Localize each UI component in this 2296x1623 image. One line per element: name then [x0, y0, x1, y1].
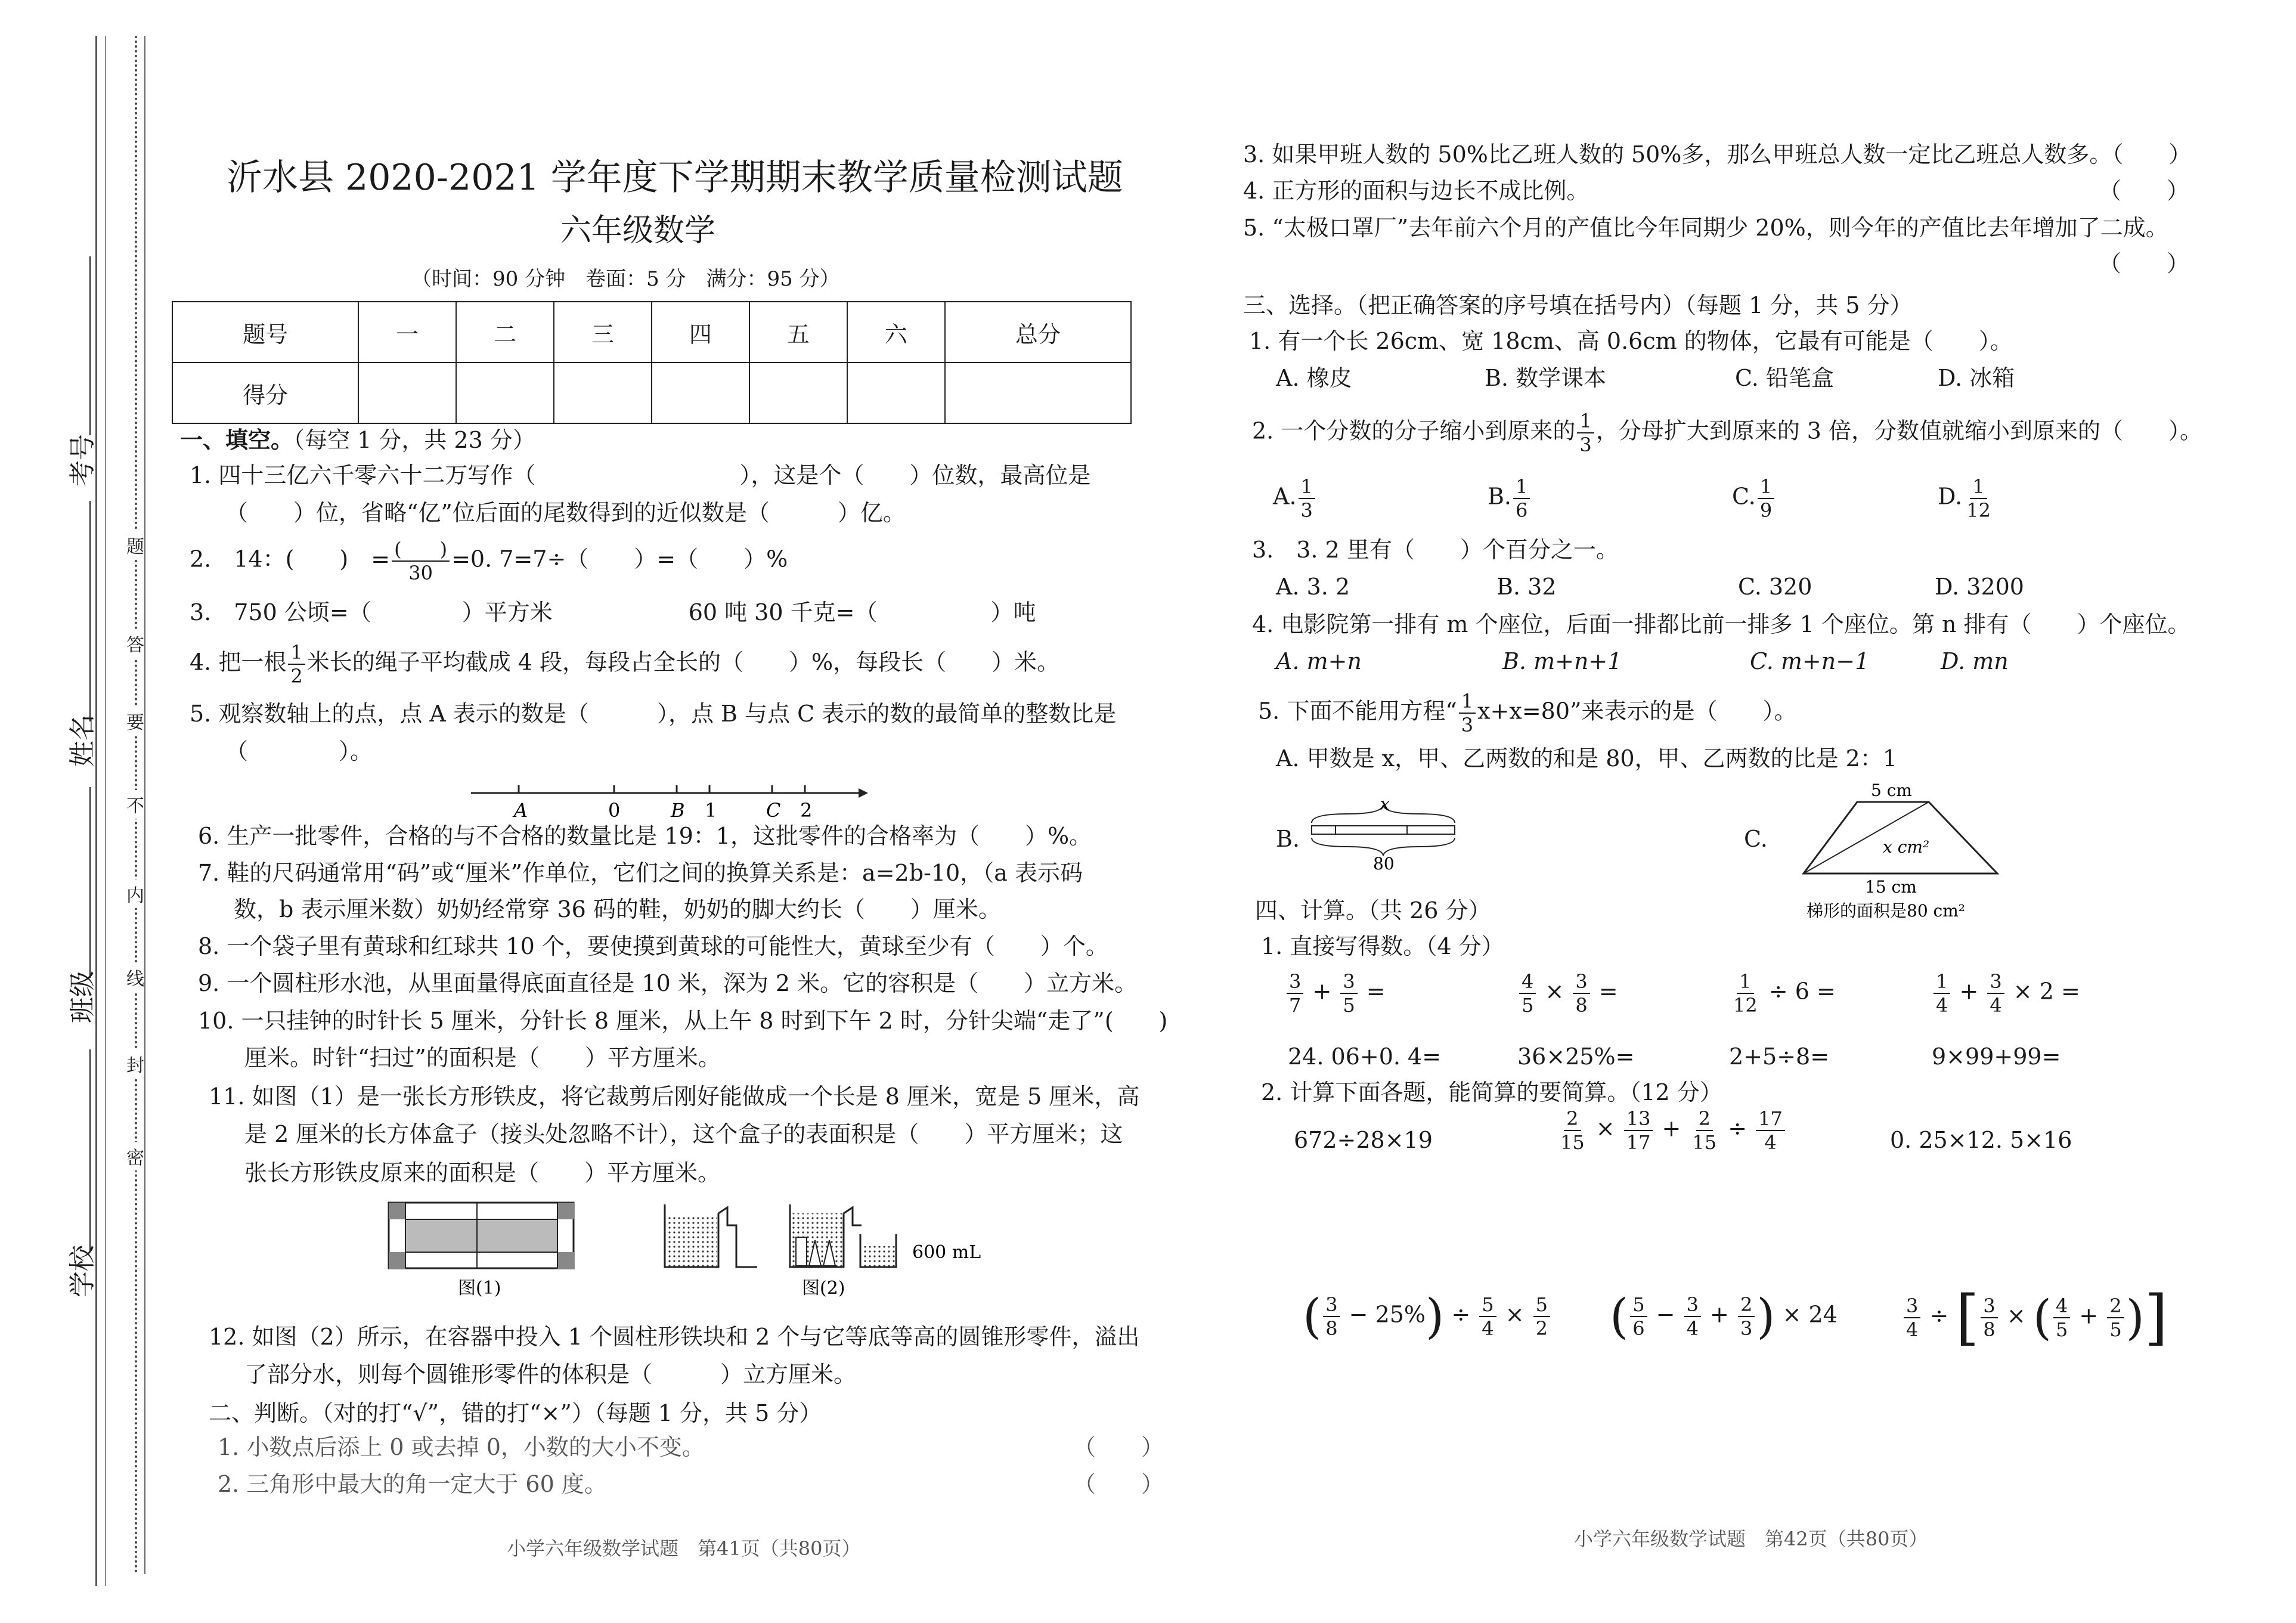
q2-fraction — [392, 540, 450, 583]
section-4-sub1: 1. 直接写得数。（4 分） — [1261, 933, 1504, 959]
option-b-total-label: 80 — [1373, 854, 1395, 874]
fraction-numerator: 2 — [1564, 1109, 1581, 1131]
fraction-numerator: 2 — [1696, 1109, 1713, 1131]
fraction-denominator: 3 — [1740, 1317, 1753, 1340]
judge-q2-answer[interactable]: （ ） — [1073, 1471, 1164, 1497]
fraction-numerator: 1 — [1758, 477, 1774, 499]
binding-blank-name[interactable] — [89, 501, 91, 721]
section-1-note: （每空 1 分，共 23 分） — [293, 427, 535, 453]
axis-label: B — [671, 799, 685, 822]
fraction-denominator: 8 — [1325, 1317, 1338, 1340]
fraction-numerator: 1 — [1737, 972, 1753, 994]
fraction-numerator: 1 — [1934, 972, 1950, 994]
fraction — [1630, 1295, 1647, 1338]
axis-label: A — [514, 799, 528, 822]
fraction-denominator: 8 — [1575, 994, 1588, 1017]
binding-label-name: 姓名 — [67, 714, 98, 767]
q9: 9. 一个圆柱形水池，从里面量得底面直径是 10 米，深为 2 米。它的容积是（ ）立方米。 — [198, 970, 1138, 996]
score-input-cell[interactable] — [652, 363, 749, 423]
fraction-denominator: 5 — [1522, 994, 1534, 1017]
choice-q1: 1. 有一个长 26cm、宽 18cm、高 0.6cm 的物体，它最有可能是（ ）。 — [1249, 328, 2013, 354]
number-line-figure — [465, 778, 882, 826]
fraction — [1519, 972, 1536, 1015]
q11-line2: 是 2 厘米的长方体盒子（接头处忽略不计），这个盒子的表面积是（ ）平方厘米；这 — [244, 1121, 1123, 1147]
choice-q2-fraction — [1577, 411, 1594, 454]
trapezoid-top-label: 5 cm — [1871, 780, 1912, 800]
judge-q2: 2. 三角形中最大的角一定大于 60 度。 — [218, 1471, 607, 1497]
choice-q4-option-d: D. mn — [1941, 648, 2009, 674]
option-fraction — [1964, 477, 1993, 520]
score-table — [172, 301, 1132, 424]
fraction-numerator: 3 — [1573, 972, 1589, 994]
calc-7: 2+5÷8= — [1729, 1043, 1830, 1070]
score-cell: 得分 — [172, 363, 358, 423]
option-b-x-label: x — [1380, 794, 1390, 814]
binding-char: 内 — [126, 879, 144, 908]
choice-q2-option-d — [1938, 477, 1995, 520]
option-c-trapezoid-diagram — [1795, 778, 2009, 921]
q6: 6. 生产一批零件，合格的与不合格的数量比是 19：1，这批零件的合格率为（ ）%。 — [198, 823, 1092, 849]
choice-q2-post: ，分母扩大到原来的 3 倍，分数值就缩小到原来的（ ）。 — [1595, 417, 2203, 444]
fraction-numerator: 3 — [1684, 1295, 1701, 1317]
score-cell: 六 — [847, 302, 945, 363]
fraction-denominator: 5 — [2109, 1318, 2122, 1341]
binding-char: 封 — [126, 1049, 144, 1078]
q4-post: 米长的绳子平均截成 4 段，每段占全长的（ ）%，每段长（ ）米。 — [306, 649, 1060, 676]
fraction — [1323, 1295, 1340, 1338]
fraction — [1981, 1296, 1997, 1339]
choice-q3-option-b: B. 32 — [1496, 574, 1557, 600]
choice-q4-option-c: C. m+n−1 — [1750, 648, 1870, 674]
expr-1: 672÷28×19 — [1294, 1127, 1433, 1153]
fraction-numerator: 3 — [1287, 972, 1303, 994]
choice-q5-post: x+x=80”来表示的是（ ）。 — [1477, 698, 1797, 724]
fraction — [2053, 1296, 2070, 1339]
score-cell: 二 — [456, 302, 554, 363]
score-input-cell[interactable] — [554, 363, 652, 423]
score-input-cell[interactable] — [358, 363, 456, 423]
score-table-score-row — [172, 363, 1131, 423]
q4-denominator: 2 — [290, 665, 303, 687]
fraction-denominator: 12 — [1733, 994, 1758, 1017]
fraction-numerator: 17 — [1756, 1109, 1785, 1131]
fraction-denominator: 3 — [1461, 714, 1474, 736]
choice-q1-option-c: C. 铅笔盒 — [1735, 365, 1834, 391]
section-1-header — [180, 426, 535, 454]
score-cell: 一 — [358, 302, 456, 363]
score-cell: 四 — [652, 302, 749, 363]
choice-q5-pre: 5. 下面不能用方程“ — [1258, 698, 1457, 724]
fraction-denominator: 4 — [1482, 1317, 1494, 1340]
operand: 25% — [1375, 1301, 1426, 1328]
fraction — [1479, 1295, 1496, 1338]
q7-line2: 数，b 表示厘米数）奶奶经常穿 36 码的鞋，奶奶的脚大约长（ ）厘米。 — [234, 896, 1001, 922]
q10-line2: 厘米。时针“扫过”的面积是（ ）平方厘米。 — [244, 1045, 721, 1071]
q2-pre: 2. 14：( ) = — [190, 546, 391, 572]
fraction-denominator: 3 — [1300, 499, 1313, 522]
fraction-numerator: 1 — [1513, 477, 1530, 499]
figure-2-volume: 600 mL — [912, 1242, 981, 1263]
judge-q1: 1. 小数点后添上 0 或去掉 0，小数的大小不变。 — [218, 1434, 705, 1460]
choice-q2-option-a — [1273, 477, 1317, 520]
judge-q4: 4. 正方形的面积与边长不成比例。 — [1243, 178, 1589, 204]
fraction-denominator: 4 — [1764, 1131, 1777, 1154]
score-input-cell[interactable] — [456, 363, 554, 423]
calc-6: 36×25%= — [1517, 1043, 1635, 1070]
section-4-header: 四、计算。（共 26 分） — [1255, 897, 1491, 924]
fraction — [1684, 1295, 1701, 1338]
score-cell: 总分 — [945, 302, 1131, 363]
choice-q4-option-a: A. m+n — [1276, 648, 1362, 674]
choice-q5-option-a: A. 甲数是 x，甲、乙两数的和是 80，甲、乙两数的比是 2：1 — [1276, 745, 1897, 772]
fraction-numerator: 3 — [1981, 1296, 1997, 1318]
choice-q5-fraction — [1459, 692, 1476, 735]
fraction-numerator: 5 — [1533, 1295, 1550, 1317]
score-input-cell[interactable] — [847, 363, 945, 423]
choice-q5 — [1258, 692, 1796, 735]
figure-1-sheet — [388, 1201, 578, 1300]
binding-char: 答 — [126, 629, 144, 658]
axis-label: 0 — [608, 799, 621, 822]
choice-q1-option-d: D. 冰箱 — [1938, 365, 2015, 391]
expr-2: $\frac{2}{15}$ × $\frac{13}{17}$ + $\frac{2}{15}$ ÷ $\frac{17}{4}$ — [1556, 1109, 1787, 1152]
score-cell: 三 — [554, 302, 652, 363]
choice-q4: 4. 电影院第一排有 m 个座位，后面一排都比前一排多 1 个座位。第 n 排有（ ）个座位。 — [1252, 611, 2190, 637]
fraction — [1287, 972, 1303, 1015]
q4-pre: 4. 把一根 — [190, 649, 287, 676]
q12-line1: 12. 如图（2）所示，在容器中投入 1 个圆柱形铁块和 2 个与它等底等高的圆锥形零件，溢出 — [209, 1324, 1140, 1350]
page-title: 沂水县 2020-2021 学年度下学期期末教学质量检测试题 — [227, 157, 1123, 199]
fraction-denominator: 5 — [1343, 994, 1355, 1017]
fraction-numerator: 13 — [1624, 1109, 1653, 1131]
expr-3: 0. 25×12. 5×16 — [1890, 1127, 2072, 1153]
q12-line2: 了部分水，则每个圆锥形零件的体积是（ ）立方厘米。 — [244, 1361, 857, 1387]
figure-2-caption: 图(2) — [802, 1278, 845, 1299]
choice-q3: 3. 3. 2 里有（ ）个百分之一。 — [1252, 537, 1619, 563]
axis-label: C — [766, 799, 781, 822]
binding-label-school: 学校 — [67, 1245, 98, 1297]
fraction — [1987, 972, 2004, 1015]
binding-edge-line — [95, 36, 97, 1586]
q11-line1: 11. 如图（1）是一张长方形铁皮，将它裁剪后刚好能做成一个长是 8 厘米，宽是 5 厘米，高 — [209, 1083, 1140, 1110]
calc-2: $\frac{4}{5}$ × $\frac{3}{8}$ = — [1517, 972, 1618, 1015]
binding-blank-kaohao[interactable] — [89, 256, 91, 435]
binding-label-class: 班级 — [67, 971, 98, 1023]
binding-edge-line-inner — [105, 36, 106, 1586]
binding-char: 要 — [126, 707, 144, 735]
trapezoid-area-label: x cm² — [1883, 837, 1930, 857]
fraction — [1573, 972, 1589, 1015]
choice-q5-option-b-letter: B. — [1276, 826, 1300, 852]
fraction-numerator: 5 — [1479, 1295, 1496, 1317]
option-fraction — [1299, 477, 1315, 520]
option-letter: C. — [1732, 483, 1756, 510]
trapezoid-caption: 梯形的面积是80 cm² — [1807, 901, 1965, 921]
fraction — [1904, 1296, 1920, 1339]
choice-q1-option-b: B. 数学课本 — [1485, 365, 1607, 391]
judge-q4-answer[interactable]: （ ） — [2099, 178, 2190, 204]
fraction-numerator: 3 — [1323, 1295, 1340, 1317]
fraction-denominator: 15 — [1560, 1131, 1585, 1154]
fraction-numerator: 1 — [1970, 477, 1987, 499]
fraction — [1756, 1109, 1785, 1152]
binding-char: 线 — [126, 963, 144, 992]
choice-q3-option-a: A. 3. 2 — [1276, 574, 1350, 600]
fraction-denominator: 5 — [2055, 1318, 2068, 1341]
q2-denominator: 30 — [408, 562, 433, 584]
calc-4: $\frac{1}{4}$ + $\frac{3}{4}$ × 2 = — [1932, 972, 2080, 1015]
fraction-denominator: 4 — [1906, 1318, 1919, 1341]
option-letter: A. — [1273, 483, 1297, 510]
choice-q3-option-d: D. 3200 — [1935, 574, 2024, 600]
judge-q1-answer[interactable]: （ ） — [1073, 1434, 1164, 1460]
choice-q1-option-a: A. 橡皮 — [1276, 365, 1352, 391]
fraction-denominator: 17 — [1626, 1131, 1651, 1154]
footer-left: 小学六年级数学试题 第41页（共80页） — [507, 1537, 861, 1560]
binding-char: 题 — [126, 531, 144, 559]
section-3-header: 三、选择。（把正确答案的序号填在括号内）（每题 1 分，共 5 分） — [1243, 292, 1913, 318]
fraction-denominator: 2 — [1535, 1317, 1548, 1340]
calc-1: $\frac{3}{7}$ + $\frac{3}{5}$ = — [1285, 972, 1386, 1015]
operand: 6 — [1795, 978, 1809, 1005]
fraction — [1558, 1109, 1587, 1152]
choice-q3-option-c: C. 320 — [1738, 574, 1812, 600]
axis-label: 2 — [800, 799, 813, 822]
choice-q2-pre: 2. 一个分数的分子缩小到原来的 — [1252, 417, 1576, 444]
score-cell: 五 — [749, 302, 847, 363]
fraction — [1340, 972, 1357, 1015]
calc-8: 9×99+99= — [1932, 1043, 2061, 1070]
fraction-numerator: 3 — [1904, 1296, 1920, 1318]
fraction-denominator: 6 — [1516, 499, 1528, 522]
q4-fraction — [288, 643, 305, 686]
binding-label-kaohao: 考号 — [67, 434, 98, 487]
fraction-numerator: 2 — [1738, 1295, 1755, 1317]
option-fraction — [1513, 477, 1530, 520]
judge-q3: 3. 如果甲班人数的 50%比乙班人数的 50%多，那么甲班总人数一定比乙班总人数多。（ ） — [1243, 141, 2192, 168]
operand: 2 — [2039, 978, 2054, 1005]
fraction-denominator: 6 — [1632, 1317, 1645, 1340]
expr-5: ( $\frac{5}{6}$ − $\frac{3}{4}$ + $\frac{2}{3}$ ) × 24 — [1610, 1289, 1838, 1344]
fraction-numerator: 3 — [1987, 972, 2004, 994]
expr-4: ( $\frac{3}{8}$ − 25%) ÷ $\frac{5}{4}$ × $\frac{5}{2}$ — [1303, 1288, 1552, 1345]
fraction — [1690, 1109, 1719, 1152]
choice-q2 — [1252, 411, 2202, 454]
axis-label: 1 — [705, 799, 717, 822]
binding-blank-school[interactable] — [89, 1049, 91, 1252]
judge-q5: 5. “太极口罩厂”去年前六个月的产值比今年同期少 20%，则今年的产值比去年增加了二成。 — [1243, 215, 2168, 241]
operand: 24 — [1808, 1301, 1838, 1328]
fraction-numerator: 3 — [1340, 972, 1357, 994]
section-2-header: 二、判断。（对的打“√”，错的打“×”）（每题 1 分，共 5 分） — [209, 1400, 822, 1426]
trapezoid-bottom-label: 15 cm — [1865, 877, 1917, 897]
fraction-numerator: 2 — [2107, 1296, 2124, 1318]
expr-6: $\frac{3}{4}$ ÷ [ $\frac{3}{8}$ × ( $\frac{4}{5}$ + $\frac{2}{5}$ )] — [1902, 1282, 2168, 1353]
q11-line3: 张长方形铁皮原来的面积是（ ）平方厘米。 — [244, 1160, 721, 1186]
q8: 8. 一个袋子里有黄球和红球共 10 个，要使摸到黄球的可能性大，黄球至少有（ ）个。 — [198, 933, 1108, 959]
q1-line1: 1. 四十三亿六千零六十二万写作（ ），这是个（ ）位数，最高位是 — [190, 462, 1091, 488]
fraction — [1934, 972, 1950, 1015]
page-subtitle: 六年级数学 — [560, 213, 716, 249]
option-letter: B. — [1488, 483, 1512, 510]
fraction — [1533, 1295, 1550, 1338]
q2-post: =0. 7=7÷（ ）=（ ）% — [451, 546, 788, 572]
footer-right: 小学六年级数学试题 第42页（共80页） — [1574, 1528, 1928, 1550]
binding-blank-class[interactable] — [89, 787, 91, 978]
option-letter: D. — [1938, 483, 1963, 510]
q2 — [190, 540, 788, 583]
exam-meta: （时间：90 分钟 卷面：5 分 满分：95 分） — [411, 267, 840, 291]
fraction-denominator: 3 — [1579, 433, 1592, 456]
section-4-sub2: 2. 计算下面各题，能简算的要简算。（12 分） — [1261, 1079, 1722, 1105]
binding-solid-line — [144, 36, 145, 1574]
fraction-denominator: 12 — [1966, 499, 1991, 522]
q4 — [190, 643, 1059, 686]
fraction — [1738, 1295, 1755, 1338]
fraction-denominator: 15 — [1692, 1131, 1717, 1154]
q10-line1: 10. 一只挂钟的时针长 5 厘米，分针长 8 厘米，从上午 8 时到下午 2 时，分针尖端“走了”( ) — [198, 1008, 1168, 1034]
fraction-denominator: 4 — [1686, 1317, 1699, 1340]
score-cell: 题号 — [172, 302, 358, 363]
q2-numerator: ( ) — [392, 540, 450, 562]
fraction-numerator: 1 — [1299, 477, 1315, 499]
binding-char: 不 — [126, 790, 144, 819]
q4-numerator: 1 — [288, 643, 305, 665]
score-input-cell[interactable] — [945, 363, 1131, 423]
section-1-title: 一、填空。 — [180, 426, 294, 453]
q1-line2: （ ）位，省略“亿”位后面的尾数得到的近似数是（ ）亿。 — [225, 500, 906, 526]
option-b-segment-diagram — [1306, 794, 1467, 874]
fraction-numerator: 4 — [1519, 972, 1536, 994]
figure-2-containers — [653, 1201, 987, 1300]
judge-q5-answer[interactable]: （ ） — [2099, 250, 2190, 277]
q3: 3. 750 公顷=（ ）平方米 60 吨 30 千克=（ ）吨 — [190, 599, 1036, 625]
figure-1-caption: 图(1) — [458, 1278, 501, 1299]
binding-char: 密 — [126, 1142, 144, 1170]
fraction-denominator: 4 — [1936, 994, 1948, 1017]
score-input-cell[interactable] — [749, 363, 847, 423]
option-fraction — [1758, 477, 1774, 520]
choice-q5-option-c-letter: C. — [1744, 826, 1768, 852]
fraction-denominator: 7 — [1289, 994, 1302, 1017]
fraction — [1731, 972, 1760, 1015]
fraction-numerator: 4 — [2053, 1296, 2070, 1318]
fraction-numerator: 1 — [1459, 692, 1476, 714]
choice-q2-option-b — [1488, 477, 1532, 520]
score-table-header-row — [172, 302, 1131, 363]
fraction-numerator: 5 — [1630, 1295, 1647, 1317]
fraction-denominator: 8 — [1983, 1318, 1996, 1341]
calc-5: 24. 06+0. 4= — [1288, 1043, 1442, 1070]
choice-q4-option-b: B. m+n+1 — [1502, 648, 1622, 674]
choice-q2-option-c — [1732, 477, 1776, 520]
fraction — [1624, 1109, 1653, 1152]
calc-3: $\frac{1}{12}$ ÷ 6 = — [1729, 972, 1836, 1015]
fraction-denominator: 4 — [1990, 994, 2002, 1017]
fraction-denominator: 9 — [1759, 499, 1773, 522]
fraction — [2107, 1296, 2124, 1339]
q7-line1: 7. 鞋的尺码通常用“码”或“厘米”作单位，它们之间的换算关系是：a=2b-10，（a 表示码 — [198, 860, 1083, 886]
fraction-numerator: 1 — [1577, 411, 1594, 433]
q5-line2: （ ）。 — [225, 738, 373, 764]
q5-line1: 5. 观察数轴上的点，点 A 表示的数是（ ），点 B 与点 C 表示的数的最简单的整数比是 — [190, 701, 1117, 727]
